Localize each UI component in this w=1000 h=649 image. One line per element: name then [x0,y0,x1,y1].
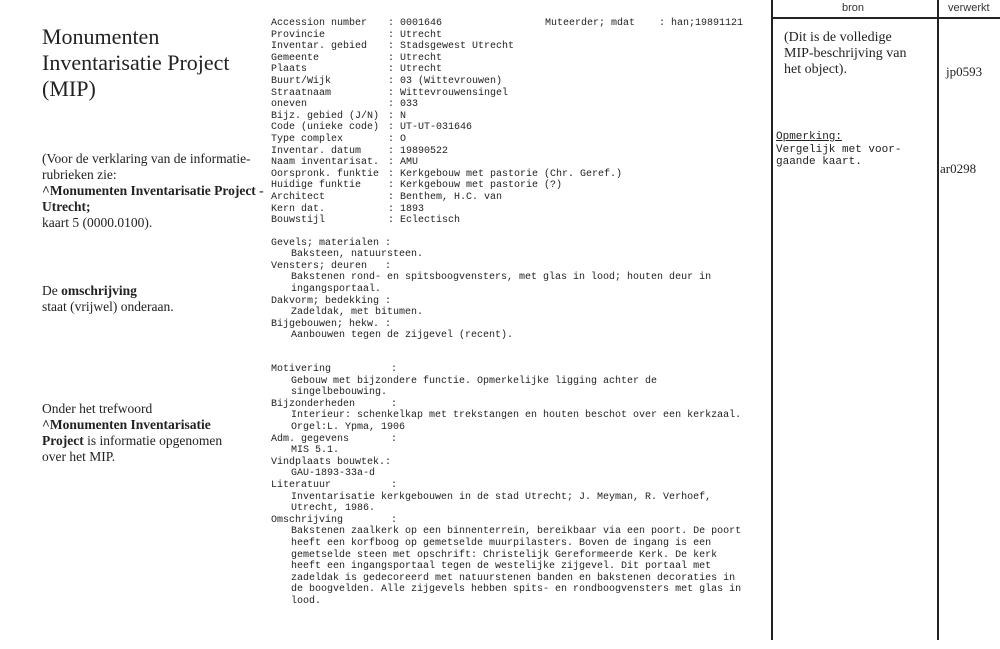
separator: : [388,180,401,192]
section-text: Zadeldak, met bitumen. [291,307,424,319]
field-row [271,76,761,88]
note-ref: ^Monumenten Inventarisatie Project - Utrecht; [42,183,264,214]
field-value: O [400,133,407,145]
separator: : [388,87,401,99]
field-label: Architect [271,191,326,203]
column-divider [937,0,939,640]
field-value: Wittevrouwensingel [400,87,509,99]
spacer [271,227,761,238]
section-text: MIS 5.1. [291,445,340,457]
note-keyword [42,401,242,465]
field-row [271,122,761,134]
field-label: Provincie [271,29,326,41]
separator: : [388,215,401,227]
field-row [271,146,761,158]
section-text: Gebouw met bijzondere functie. Opmerkelijke ligging achter de singelbebouwing. [291,375,658,399]
field-value: 1893 [400,203,425,215]
note-text: kaart 5 (0000.0100). [42,215,153,230]
separator: : [388,133,401,145]
field-label: Huidige funktie [271,180,362,192]
field-row [271,157,761,169]
field-row [271,99,761,111]
section-heading: Dakvorm; bedekking : [271,295,392,307]
note-text: staat (vrijwel) onderaan. [42,299,174,314]
remark-label: Opmerking: [776,131,843,143]
field-row [271,111,761,123]
verwerkt-code: jp0593 [946,64,983,79]
section-heading: Vindplaats bouwtek.: [271,456,392,468]
field-label: Plaats [271,64,308,76]
field-value: 0001646 [400,18,443,29]
remark-text: Vergelijk met voor- gaande kaart. [776,143,902,168]
field-row [271,64,761,76]
field-label: Kern dat. [271,203,326,215]
section-text: GAU-1893-33a-d [291,468,376,480]
section-text: Aanbouwen tegen de zijgevel (recent). [291,330,514,342]
note-text: De [42,283,58,298]
field-label: Naam inventarisat. [271,157,380,169]
field-value: N [400,110,407,122]
field-value: 033 [400,99,419,111]
separator: : [388,203,401,215]
field-label: Inventar. datum [271,145,362,157]
field-row [271,169,761,181]
section-text: Bakstenen zaalkerk op een binnenterrein, bereikbaar via een poort. De poort heeft een korfboog op gemetselde muurpilasters. Boven de ingang is een gemetselde steen met opschrift: Christelijk Gereformeerde Kerk. De kerk heeft een ingangsportaal tegen de westelijke zijgevel. Dit portaal met zadeldak is gedecoreerd met natuurstenen banden en bakstenen decoraties in de boogvelden. Alle zijgevels hebben spits- en rondboogvensters met glas in lood. [291,526,742,607]
verwerkt-code: ar0298 [940,161,977,176]
separator: : [388,191,401,203]
section-heading: Vensters; deuren : [271,260,392,272]
field-label: oneven [271,99,308,111]
section-text: Interieur: schenkelkap met trekstangen en houten beschot over een kerkzaal. Orgel:L. Ypma, 1906 [291,410,742,433]
field-row [271,192,761,204]
spacer [271,342,761,353]
separator: : [388,145,401,157]
note-ref: ^Monumenten Inventarisatie Project [42,417,211,448]
separator: : [388,18,401,29]
separator: : [388,110,401,122]
field-row [271,180,761,192]
section-heading: Bijzonderheden : [271,398,398,410]
header-verwerkt: verwerkt [948,2,990,14]
field-value: Eclectisch [400,215,461,227]
note-ref: omschrijving [61,283,137,298]
field-value: Utrecht [400,52,443,64]
header-bron: bron [842,2,865,14]
header-divider [771,17,1000,19]
field-value: Utrecht [400,64,443,76]
section-heading: Omschrijving : [271,514,398,526]
note-text: is informatie opgenomen over het MIP. [42,433,223,464]
section-text: Baksteen, natuursteen. [291,249,424,261]
note-description [42,283,212,315]
separator: : [388,75,401,87]
field-row [271,215,761,227]
field-row [271,18,761,30]
record [271,18,761,608]
field-label: Bouwstijl [271,215,326,227]
separator: : [388,122,401,134]
note-text: (Voor de verklaring van de informatie-rubrieken zie: [42,151,251,182]
field-label: Bijz. gebied (J/N) [271,110,380,122]
field-extra: Muteerder; mdat : han;19891121 [545,18,744,29]
field-row [271,53,761,65]
column-divider [771,0,773,640]
separator: : [388,99,401,111]
field-label: Oorspronk. funktie [271,168,380,180]
section-heading: Bijgebouwen; hekw. : [271,318,392,330]
field-value: Utrecht [400,29,443,41]
remark [776,131,901,169]
separator: : [388,64,401,76]
section-text: Bakstenen rond- en spitsboogvensters, met glas in lood; houten deur in ingangsportaal. [291,272,712,296]
separator: : [388,29,401,41]
field-label: Inventar. gebied [271,41,368,53]
separator: : [388,52,401,64]
field-value: 19890522 [400,145,449,157]
field-row [271,88,761,100]
field-label: Accession number [271,18,368,29]
field-value: Stadsgewest Utrecht [400,41,515,53]
field-value: Kerkgebouw met pastorie (Chr. Geref.) [400,168,623,180]
field-label: Buurt/Wijk [271,75,332,87]
note-legend [42,151,272,231]
separator: : [388,168,401,180]
bron-text: (Dit is de volledige MIP-beschrijving van het object). [784,30,907,77]
note-text: Onder het trefwoord [42,401,153,416]
section-heading: Literatuur : [271,479,398,491]
field-row [271,41,761,53]
field-value: AMU [400,157,419,169]
field-row [271,30,761,42]
field-value: Benthem, H.C. van [400,191,503,203]
document-title: Monumenten Inventarisatie Project (MIP) [42,24,230,101]
separator: : [388,41,401,53]
field-row [271,204,761,216]
section-heading: Gevels; materialen : [271,237,392,249]
field-label: Code (unieke code) [271,122,380,134]
section-heading: Adm. gegevens : [271,433,398,445]
field-value: 03 (Wittevrouwen) [400,75,503,87]
field-label: Straatnaam [271,87,332,99]
section-text: Inventarisatie kerkgebouwen in de stad Utrecht; J. Meyman, R. Verhoef, Utrecht, 1986. [291,491,712,515]
separator: : [388,157,401,169]
field-value: Kerkgebouw met pastorie (?) [400,180,563,192]
field-label: Gemeente [271,52,320,64]
section-heading: Motivering : [271,364,398,376]
field-row [271,134,761,146]
spacer [271,353,761,364]
field-value: UT-UT-031646 [400,122,473,134]
field-label: Type complex [271,133,344,145]
